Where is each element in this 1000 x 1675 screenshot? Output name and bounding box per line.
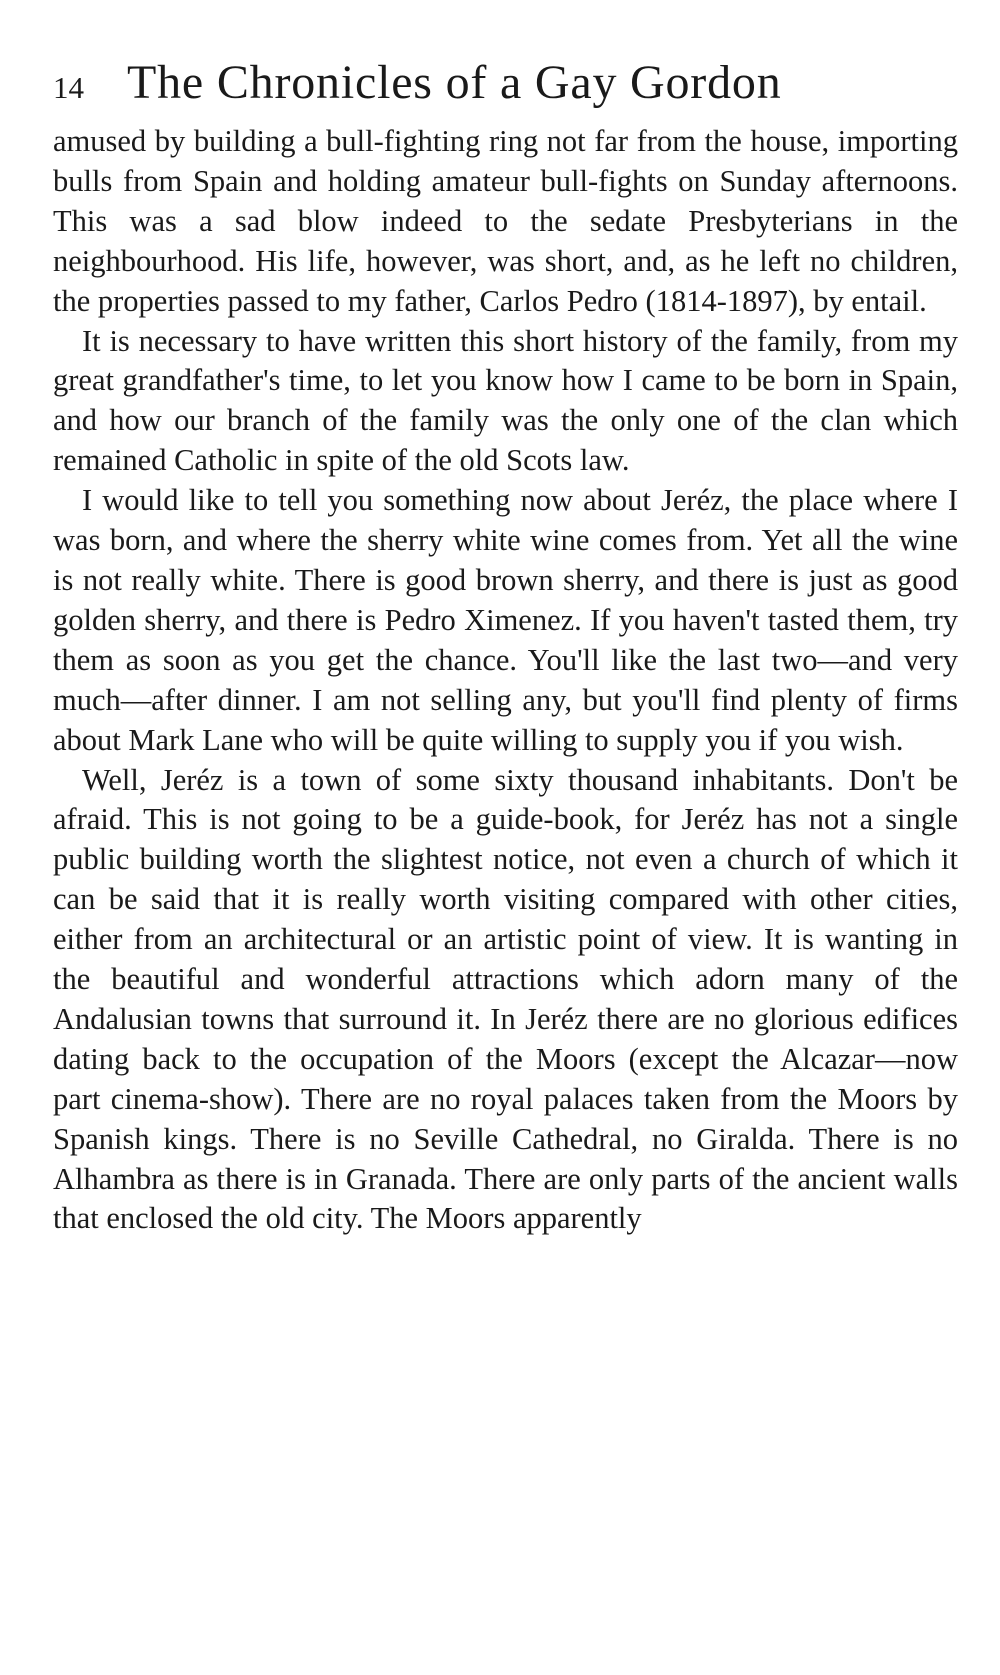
page-number: 14 [53,70,84,105]
book-page [53,52,958,1239]
paragraph-jerez-wine: I would like to tell you something now about Jeréz, the place where I was born, and where the sherry white wine comes from. Yet all the wine is not really white. There is good brown sherry, and there is just as good golden sherry, and there is Pedro Ximenez. If you haven't tasted them, try them as soon as you get the chance. You'll like the last two—and very much—after dinner. I am not selling any, but you'll find plenty of firms about Mark Lane who will be quite willing to supply you if you wish. [53,483,958,757]
running-title: The Chronicles of a Gay Gordon [127,56,782,109]
paragraph-jerez-town: Well, Jeréz is a town of some sixty thousand inhabitants. Don't be afraid. This is not going to be a guide-book, for Jeréz has not a single public building worth the slightest notice, not even a church of which it can be said that it is really worth visiting compared with other cities, either from an architectural or an artistic point of view. It is wanting in the beautiful and wonderful attractions which adorn many of the Andalusian towns that surround it. In Jeréz there are no glorious edifices dating back to the occupation of the Moors (except the Alcazar—now part cinema-show). There are no royal palaces taken from the Moors by Spanish kings. There is no Seville Cathedral, no Giralda. There is no Alhambra as there is in Granada. There are only parts of the ancient walls that enclosed the old city. The Moors apparently [53,762,958,1236]
body-text [53,122,958,1239]
page-header [53,52,958,114]
paragraph-continued: amused by building a bull-fighting ring not far from the house, importing bulls from Spain and holding amateur bull-fights on Sunday afternoons. This was a sad blow indeed to the sedate Presbyterians in the neighbourhood. His life, however, was short, and, as he left no children, the properties passed to my father, Carlos Pedro (1814-1897), by entail. [53,124,958,318]
paragraph-family-history: It is necessary to have written this short history of the family, from my great grandfather's time, to let you know how I came to be born in Spain, and how our branch of the family was the only one of the clan which remained Catholic in spite of the old Scots law. [53,323,958,478]
